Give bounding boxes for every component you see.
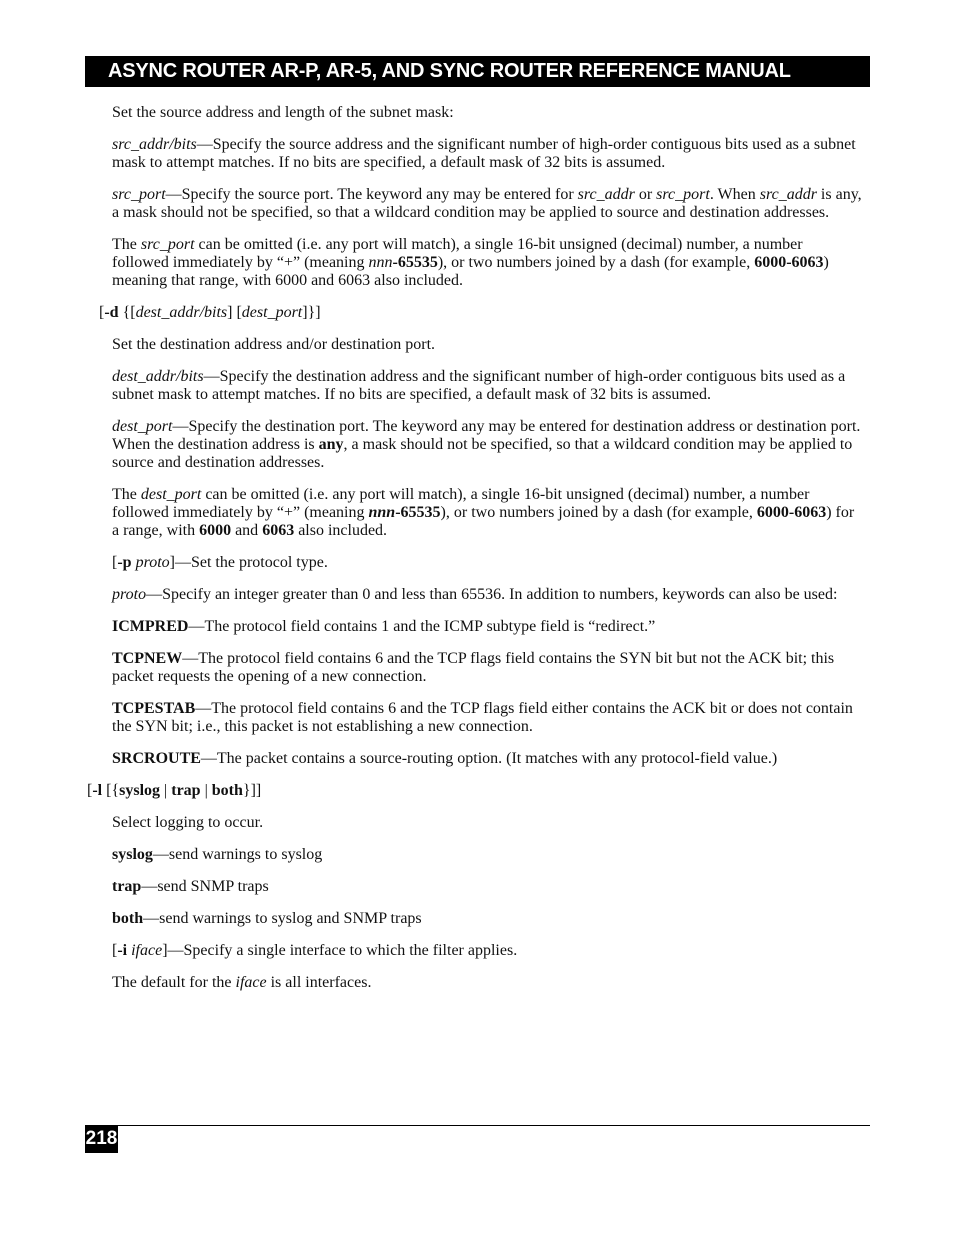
italic-text: src_addr: [759, 186, 817, 203]
bold-text: 6000-6063: [756, 504, 827, 521]
text-run: —send warnings to syslog: [152, 846, 323, 863]
bold-italic-text: nnn: [368, 504, 396, 521]
text-run: ] [: [227, 304, 242, 321]
paragraph: [112, 878, 862, 896]
bold-text: syslog: [112, 846, 153, 863]
text-run: ) for a range, with: [112, 504, 855, 539]
text-run: ), or two numbers joined by a dash (for example,: [437, 254, 755, 271]
text-run: ) meaning that range, with 6000 and 6063 also included.: [112, 254, 829, 289]
bold-text: both: [112, 910, 144, 927]
italic-text: proto: [135, 554, 170, 571]
bold-text: TCPESTAB: [112, 700, 196, 717]
text-run: also included.: [294, 522, 388, 539]
bold-text: syslog: [119, 782, 161, 799]
text-run: is any, a mask should not be specified, so that a wildcard condition may be applied to source and destination addresses.: [112, 186, 862, 221]
page-number: 218: [85, 1125, 118, 1153]
bold-text: any: [318, 436, 344, 453]
text-run: [: [112, 554, 118, 571]
paragraph: [112, 554, 862, 572]
text-run: }]]: [242, 782, 262, 799]
text-run: —The protocol field contains 6 and the TCP flags field either contains the ACK bit or does not contain the SYN bit; i.e., this packet is not establishing a new connection.: [112, 700, 853, 735]
bold-text: ICMPRED: [112, 618, 189, 635]
paragraph: [112, 700, 862, 736]
paragraph: [112, 942, 862, 960]
paragraph: [112, 104, 862, 122]
italic-text: dest_addr/bits: [135, 304, 228, 321]
paragraph: [112, 586, 862, 604]
italic-text: dest_addr/bits: [112, 368, 204, 385]
text-run: —Specify the destination port. The keyword any may be entered for destination address or destination port. When the destination address is: [112, 418, 861, 453]
italic-text: src_port: [140, 236, 195, 253]
text-run: . When: [709, 186, 760, 203]
paragraph: [112, 974, 862, 992]
header-title: ASYNC ROUTER AR-P, AR-5, AND SYNC ROUTER REFERENCE MANUAL: [108, 60, 791, 82]
italic-text: src_port: [112, 186, 166, 203]
text-run: ]—Set the protocol type.: [169, 554, 328, 571]
italic-text: dest_port: [112, 418, 173, 435]
text-run: —Specify the source port. The keyword any may be entered for: [165, 186, 578, 203]
paragraph: [112, 186, 862, 222]
bold-text: 6063: [262, 522, 295, 539]
text-run: ), or two numbers joined by a dash (for example,: [440, 504, 757, 521]
text-run: |: [160, 782, 172, 799]
bold-text: SRCROUTE: [112, 750, 201, 767]
paragraph: [112, 418, 862, 472]
bold-text: -i: [117, 942, 128, 959]
text-run: , a mask should not be specified, so that a wildcard condition may be applied to source and destination addresses.: [112, 436, 853, 471]
text-run: ]—Specify a single interface to which the filter applies.: [162, 942, 518, 959]
text-run: {[: [118, 304, 136, 321]
text-run: can be omitted (i.e. any port will match), a single 16-bit unsigned (decimal) number, a number followed immediately by “+” (meaning: [112, 486, 810, 521]
text-run: Set the destination address and/or destination port.: [112, 336, 436, 353]
bold-text: 6000: [199, 522, 232, 539]
bold-text: both: [211, 782, 243, 799]
italic-text: nnn: [368, 254, 393, 271]
text-run: can be omitted (i.e. any port will match), a single 16-bit unsigned (decimal) number, a number followed immediately by “+” (meaning: [112, 236, 803, 271]
text-run: Set the source address and length of the subnet mask:: [112, 104, 454, 121]
paragraph: [112, 336, 862, 354]
text-run: and: [231, 522, 263, 539]
text-run: —The protocol field contains 1 and the ICMP subtype field is “redirect.”: [188, 618, 656, 635]
text-run: —send warnings to syslog and SNMP traps: [143, 910, 422, 927]
bold-text: TCPNEW: [112, 650, 183, 667]
text-run: [: [112, 942, 118, 959]
text-run: Select logging to occur.: [112, 814, 264, 831]
text-run: [: [99, 304, 105, 321]
text-run: [: [87, 782, 93, 799]
paragraph: [112, 910, 862, 928]
paragraph: [112, 650, 862, 686]
italic-text: iface: [131, 942, 163, 959]
paragraph: [112, 486, 862, 540]
italic-text: proto: [112, 586, 147, 603]
bold-text: -65535: [395, 504, 441, 521]
bold-text: -65535: [392, 254, 438, 271]
bold-text: -l: [92, 782, 103, 799]
text-run: The: [112, 486, 141, 503]
running-header: [85, 56, 870, 87]
paragraph: [112, 368, 862, 404]
text-run: —send SNMP traps: [141, 878, 269, 895]
paragraph: [112, 846, 862, 864]
footer-rule: [85, 1125, 870, 1126]
paragraph: [99, 304, 862, 322]
paragraph: [112, 814, 862, 832]
paragraph: [112, 618, 862, 636]
text-run: ]}]: [302, 304, 321, 321]
text-run: |: [200, 782, 212, 799]
paragraph: [112, 750, 862, 768]
bold-text: trap: [112, 878, 142, 895]
text-run: —Specify an integer greater than 0 and less than 65536. In addition to numbers, keywords can also be used:: [146, 586, 838, 603]
paragraph: [87, 782, 862, 800]
paragraph: [112, 236, 862, 290]
text-run: —The packet contains a source-routing option. (It matches with any protocol-field value.): [200, 750, 778, 767]
italic-text: dest_port: [241, 304, 303, 321]
paragraph: [112, 136, 862, 172]
italic-text: iface: [235, 974, 267, 991]
text-run: The default for the: [112, 974, 236, 991]
text-run: —Specify the source address and the significant number of high-order contiguous bits used as a subnet mask to attempt matches. If no bits are specified, a default mask of 32 bits is assumed.: [112, 136, 856, 171]
text-run: is all interfaces.: [266, 974, 372, 991]
bold-text: trap: [171, 782, 201, 799]
text-run: [{: [102, 782, 120, 799]
italic-text: src_port: [656, 186, 710, 203]
text-run: —The protocol field contains 6 and the TCP flags field contains the SYN bit but not the ACK bit; this packet requests the opening of a new connection.: [112, 650, 835, 685]
page-body: [87, 104, 862, 1006]
bold-text: -p: [117, 554, 132, 571]
italic-text: src_addr/bits: [112, 136, 197, 153]
bold-text: 6000-6063: [754, 254, 824, 271]
italic-text: src_addr: [577, 186, 635, 203]
italic-text: dest_port: [140, 486, 202, 503]
text-run: or: [634, 186, 657, 203]
text-run: The: [112, 236, 141, 253]
text-run: —Specify the destination address and the significant number of high-order contiguous bits used as a subnet mask to attempt matches. If no bits are specified, a default mask of 32 bits is assumed.: [112, 368, 846, 403]
bold-text: -d: [104, 304, 119, 321]
